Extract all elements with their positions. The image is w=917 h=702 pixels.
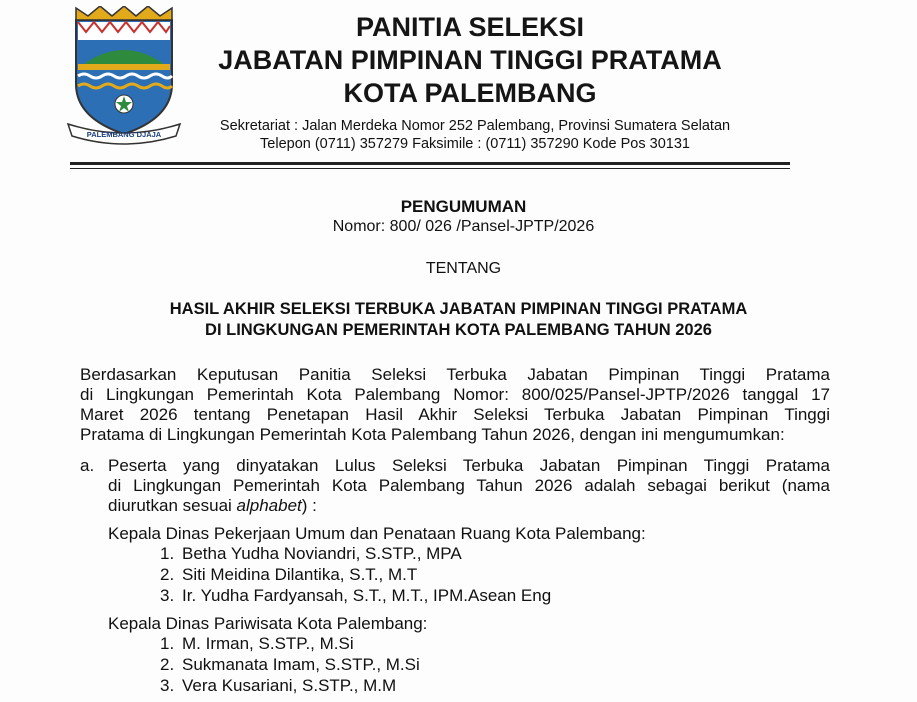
group-title-tourism: Kepala Dinas Pariwisata Kota Palembang: bbox=[108, 614, 428, 633]
intro-line: di Lingkungan Pemerintah Kota Palembang Nomor: 800/025/Pansel-JPTP/2026 tanggal 17 bbox=[80, 385, 830, 404]
list-item bbox=[160, 564, 551, 585]
intro-line: Pratama di Lingkungan Pemerintah Kota Palembang Tahun 2026, dengan ini mengumumkan: bbox=[80, 425, 785, 444]
palembang-city-emblem bbox=[64, 6, 184, 146]
intro-line: Berdasarkan Keputusan Panitia Seleksi Terbuka Jabatan Pimpinan Tinggi Pratama bbox=[80, 365, 830, 384]
letterhead-rule-thin bbox=[70, 168, 790, 169]
list-item bbox=[160, 654, 420, 675]
header-address: Sekretariat : Jalan Merdeka Nomor 252 Palembang, Provinsi Sumatera Selatan bbox=[219, 118, 731, 134]
group-list-tourism bbox=[160, 633, 420, 696]
group-title-public-works: Kepala Dinas Pekerjaan Umum dan Penataan Ruang Kota Palembang: bbox=[108, 524, 646, 543]
candidate-name: Betha Yudha Noviandri, S.STP., MPA bbox=[182, 544, 462, 563]
list-number: 3. bbox=[160, 676, 175, 695]
candidate-name: Vera Kusariani, S.STP., M.M bbox=[182, 676, 397, 695]
header-contact: Telepon (0711) 357279 Faksimile : (0711) 357290 Kode Pos 30131 bbox=[260, 136, 690, 152]
announcement-subject-line-2: DI LINGKUNGAN PEMERINTAH KOTA PALEMBANG TAHUN 2026 bbox=[205, 321, 712, 339]
item-a-last-prefix: diurutkan sesuai bbox=[108, 496, 237, 515]
announcement-heading: PENGUMUMAN bbox=[400, 197, 527, 216]
list-number: 1. bbox=[160, 634, 175, 653]
header-title-line-2: JABATAN PIMPINAN TINGGI PRATAMA bbox=[218, 45, 722, 75]
item-a-line: di Lingkungan Pemerintah Kota Palembang Tahun 2026 adalah sebagai berikut (nama bbox=[108, 476, 830, 495]
announcement-number: Nomor: 800/ 026 /Pansel-JPTP/2026 bbox=[332, 218, 595, 235]
item-a-marker: a. bbox=[80, 456, 95, 475]
list-number: 3. bbox=[160, 586, 175, 605]
list-item bbox=[160, 585, 551, 606]
candidate-name: M. Irman, S.STP., M.Si bbox=[182, 634, 354, 653]
item-a-last-suffix: ) : bbox=[301, 496, 317, 515]
list-item bbox=[160, 633, 420, 654]
list-item bbox=[160, 543, 551, 564]
header-title-line-3: KOTA PALEMBANG bbox=[343, 78, 597, 108]
list-number: 2. bbox=[160, 655, 175, 674]
intro-paragraph bbox=[80, 365, 830, 445]
list-number: 2. bbox=[160, 565, 175, 584]
intro-line: Maret 2026 tentang Penetapan Hasil Akhir Seleksi Terbuka Jabatan Pimpinan Tinggi bbox=[80, 405, 830, 424]
list-item bbox=[160, 675, 420, 696]
header-title-line-1: PANITIA SELEKSI bbox=[355, 12, 585, 42]
candidate-name: Ir. Yudha Fardyansah, S.T., M.T., IPM.Asean Eng bbox=[182, 586, 552, 605]
item-a-last-italic: alphabet bbox=[236, 496, 302, 515]
announcement-about: TENTANG bbox=[425, 260, 502, 277]
item-a-line: Peserta yang dinyatakan Lulus Seleksi Terbuka Jabatan Pimpinan Tinggi Pratama bbox=[108, 456, 830, 475]
emblem-motto: PALEMBANG DJAJA bbox=[86, 130, 162, 139]
item-a-line-last bbox=[108, 496, 830, 516]
candidate-name: Siti Meidina Dilantika, S.T., M.T bbox=[182, 565, 418, 584]
letterhead-rule-thick bbox=[70, 162, 790, 165]
item-a-paragraph bbox=[108, 456, 830, 516]
candidate-name: Sukmanata Imam, S.STP., M.Si bbox=[182, 655, 420, 674]
list-number: 1. bbox=[160, 544, 175, 563]
announcement-subject-line-1: HASIL AKHIR SELEKSI TERBUKA JABATAN PIMPINAN TINGGI PRATAMA bbox=[169, 300, 748, 318]
group-list-public-works bbox=[160, 543, 551, 606]
